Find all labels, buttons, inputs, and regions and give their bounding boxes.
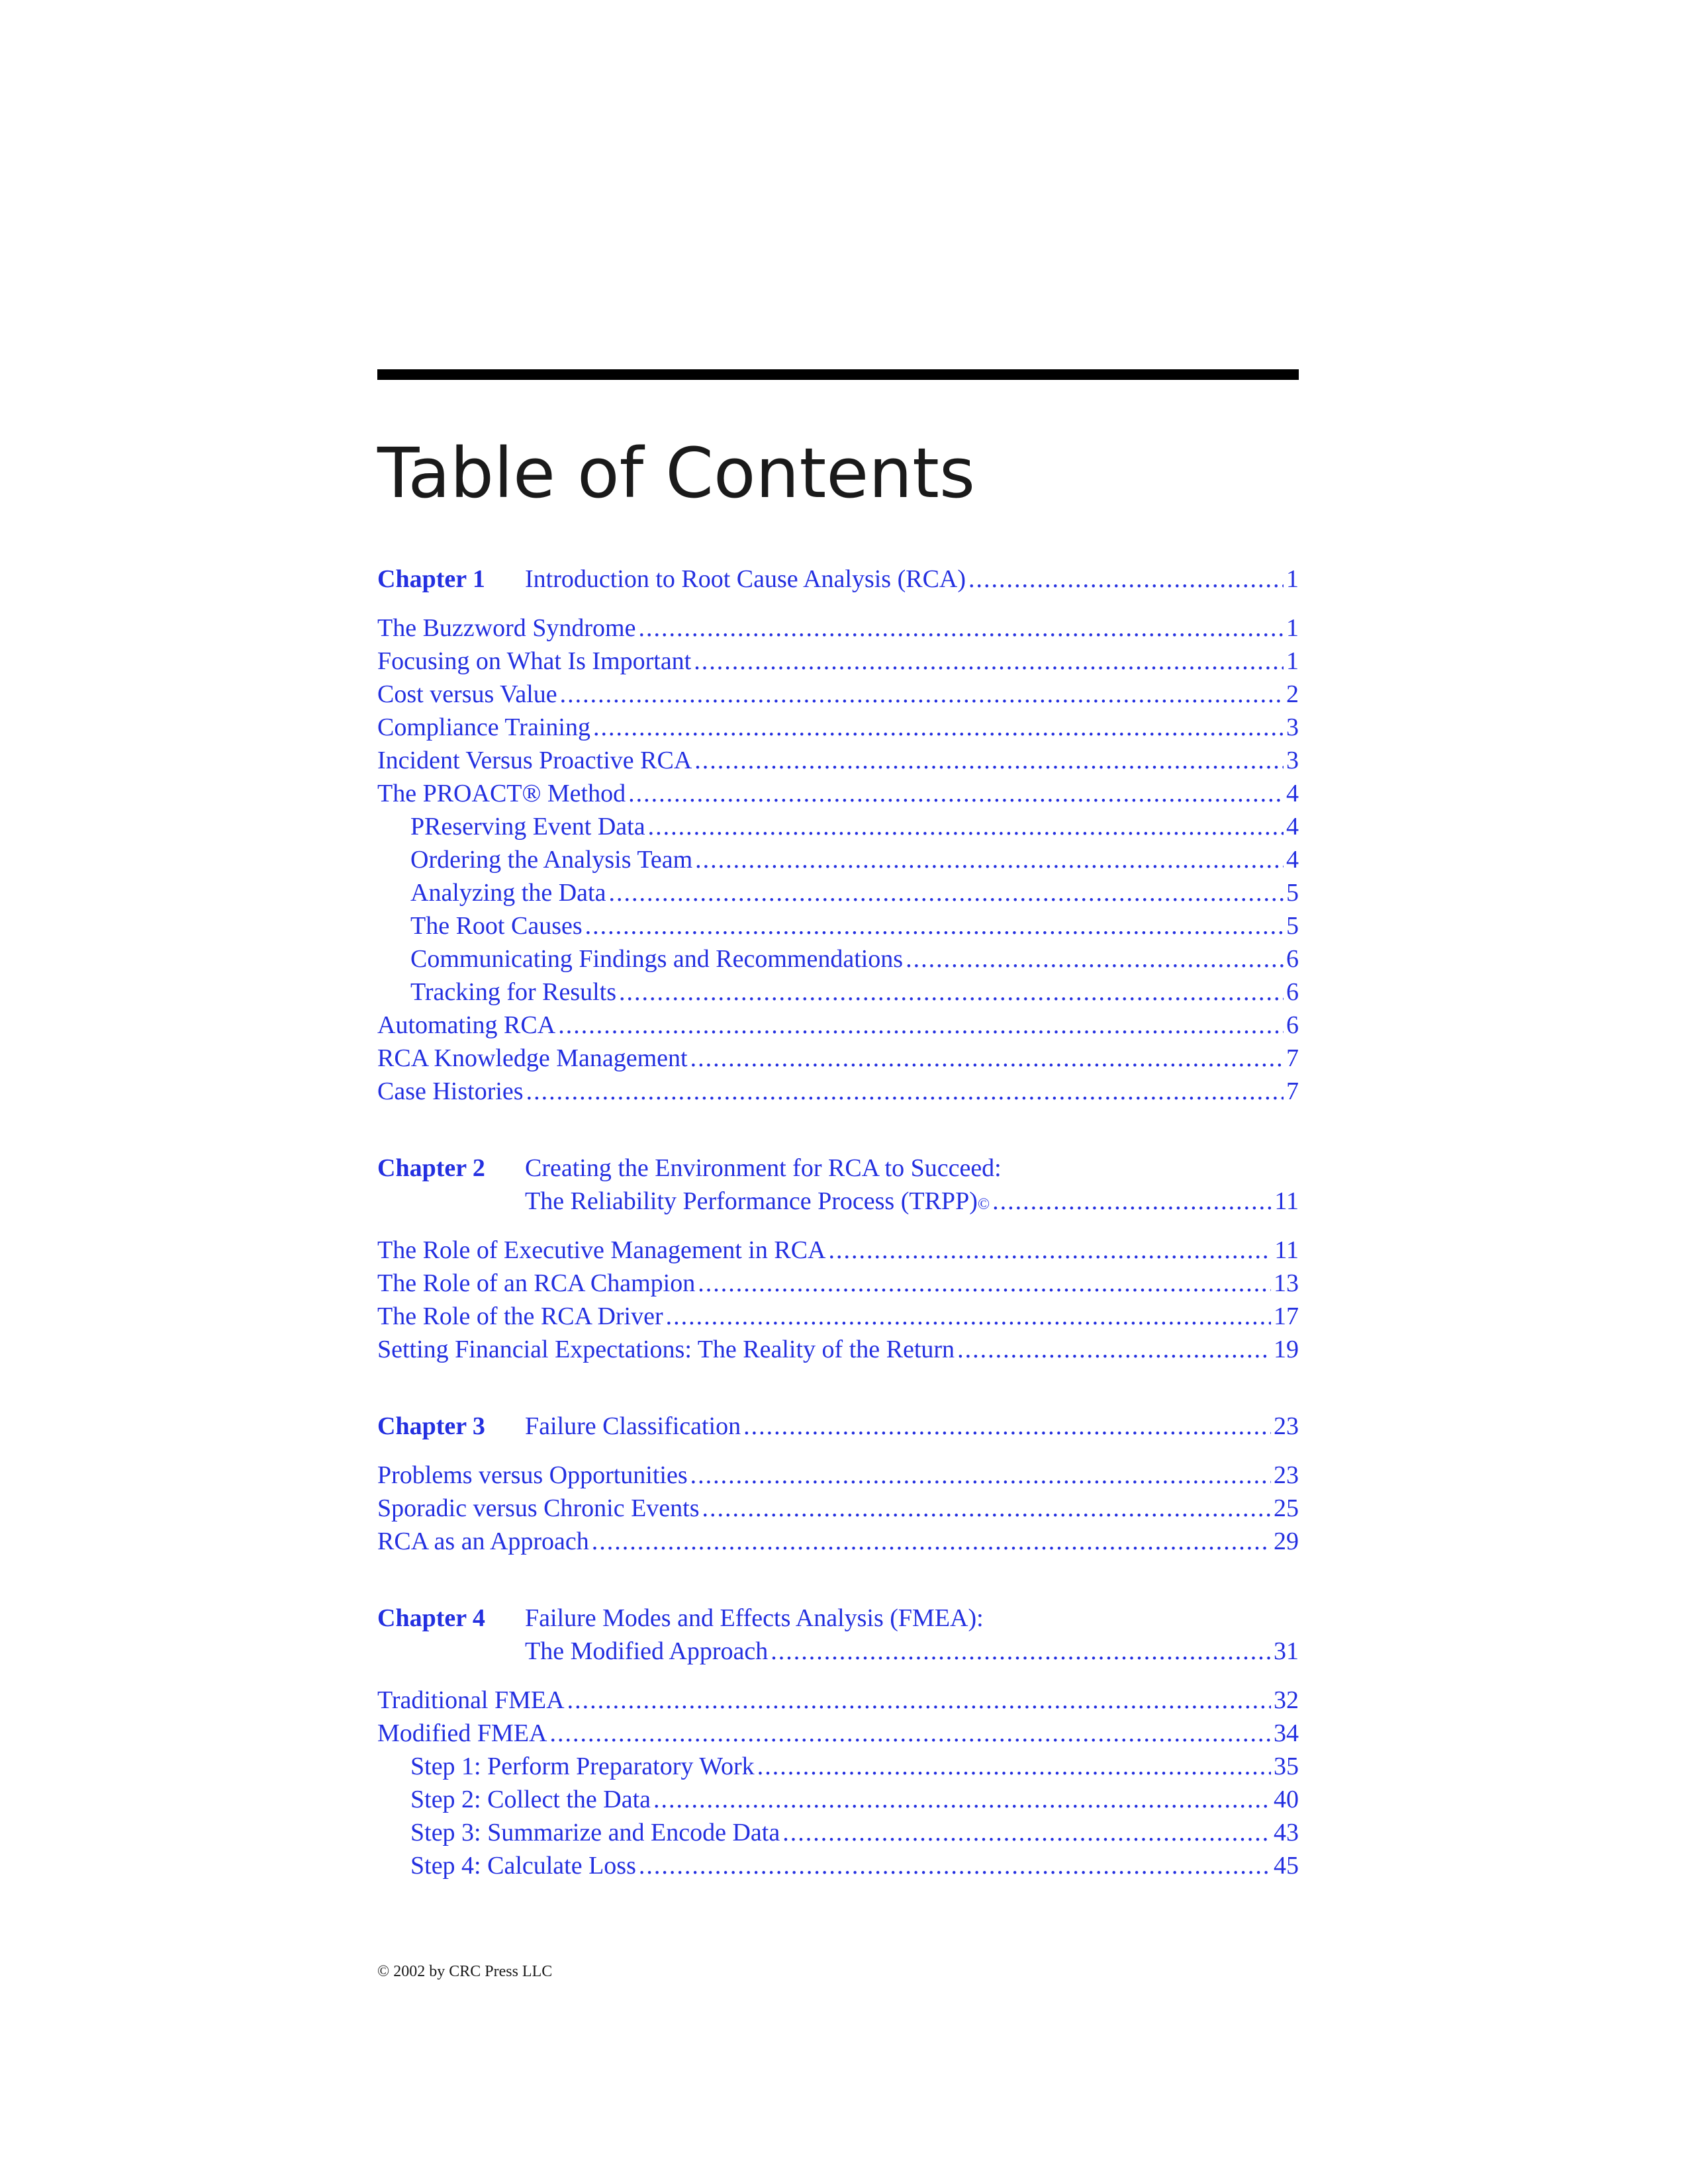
- copyright-footer: © 2002 by CRC Press LLC: [377, 1963, 553, 1980]
- chapter-title: Introduction to Root Cause Analysis (RCA): [525, 565, 966, 593]
- dot-leader: [639, 1849, 1271, 1882]
- chapter-heading[interactable]: The Reliability Performance Process (TRPP) © ..... 11: [377, 1185, 1299, 1218]
- entry-title: Communicating Findings and Recommendations: [410, 945, 904, 973]
- page-number: 32: [1274, 1686, 1299, 1714]
- page-number: 3: [1286, 747, 1299, 774]
- chapter-title: Failure Classification: [525, 1412, 741, 1440]
- toc-entry[interactable]: [377, 1333, 1299, 1366]
- page-number: 1: [1286, 614, 1299, 642]
- dot-leader: [771, 1635, 1271, 1668]
- page-number: 6: [1286, 978, 1299, 1006]
- entry-title: Problems versus Opportunities: [377, 1461, 688, 1489]
- chapter-block: [377, 563, 1299, 1108]
- dot-leader: [560, 678, 1284, 711]
- page-number: 31: [1274, 1637, 1299, 1665]
- entry-title: Step 2: Collect the Data: [410, 1786, 651, 1813]
- dot-leader: [608, 876, 1284, 909]
- page-number: 23: [1274, 1412, 1299, 1440]
- toc-entry[interactable]: [377, 1075, 1299, 1108]
- toc-entry[interactable]: [377, 843, 1299, 876]
- dot-leader: [743, 1410, 1271, 1443]
- entry-title: Focusing on What Is Important: [377, 647, 692, 675]
- toc-entry[interactable]: [377, 645, 1299, 678]
- entry-title: Analyzing the Data: [410, 879, 606, 907]
- page-number: 19: [1274, 1336, 1299, 1363]
- chapter-heading[interactable]: [377, 1152, 1299, 1185]
- entry-title: Sporadic versus Chronic Events: [377, 1494, 700, 1522]
- page-number: 2: [1286, 680, 1299, 708]
- dot-leader: [698, 1267, 1271, 1300]
- dot-leader: [690, 1042, 1284, 1075]
- page-number: 43: [1274, 1819, 1299, 1846]
- toc-entry[interactable]: [377, 909, 1299, 942]
- entry-title: The Buzzword Syndrome: [377, 614, 636, 642]
- page-number: 35: [1274, 1752, 1299, 1780]
- dot-leader: [695, 843, 1284, 876]
- entry-title: Traditional FMEA: [377, 1686, 565, 1714]
- dot-leader: [526, 1075, 1284, 1108]
- dot-leader: [628, 777, 1284, 810]
- toc-entry[interactable]: [377, 1849, 1299, 1882]
- page-number: 1: [1286, 647, 1299, 675]
- chapter-heading[interactable]: [377, 563, 1299, 596]
- entry-title: Step 4: Calculate Loss: [410, 1852, 636, 1880]
- entry-title: Modified FMEA: [377, 1719, 547, 1747]
- page-number: 5: [1286, 879, 1299, 907]
- chapter-block: [377, 1410, 1299, 1558]
- chapter-title: The Modified Approach: [525, 1637, 769, 1665]
- top-rule: [377, 369, 1299, 380]
- toc-entry[interactable]: [377, 1267, 1299, 1300]
- chapter-label: Chapter 4: [377, 1604, 485, 1632]
- toc-entry[interactable]: [377, 1042, 1299, 1075]
- toc-entry[interactable]: [377, 1009, 1299, 1042]
- dot-leader: [558, 1009, 1284, 1042]
- page-number: 4: [1286, 846, 1299, 874]
- toc-entry[interactable]: [377, 1525, 1299, 1558]
- entry-title: Tracking for Results: [410, 978, 617, 1006]
- chapter-heading[interactable]: [377, 1635, 1299, 1668]
- dot-leader: [992, 1185, 1272, 1218]
- chapter-title: Failure Modes and Effects Analysis (FMEA):: [525, 1604, 984, 1632]
- chapter-block: [377, 1152, 1299, 1366]
- dot-leader: [585, 909, 1284, 942]
- page-number: 4: [1286, 813, 1299, 841]
- entry-title: The Role of the RCA Driver: [377, 1302, 663, 1330]
- dot-leader: [592, 1525, 1271, 1558]
- page-number: 7: [1286, 1044, 1299, 1072]
- entry-title: RCA as an Approach: [377, 1527, 589, 1555]
- page-title: Table of Contents: [377, 433, 976, 514]
- entry-title: The Role of an RCA Champion: [377, 1269, 696, 1297]
- dot-leader: [968, 563, 1284, 596]
- toc-entry[interactable]: [377, 777, 1299, 810]
- toc-entry[interactable]: [377, 810, 1299, 843]
- dot-leader: [593, 711, 1284, 744]
- page-number: 1: [1286, 565, 1299, 593]
- entry-title: Setting Financial Expectations: The Reality of the Return: [377, 1336, 955, 1363]
- entry-title: Ordering the Analysis Team: [410, 846, 693, 874]
- entry-title: The PROACT® Method: [377, 780, 626, 807]
- entry-title: PReserving Event Data: [410, 813, 645, 841]
- entry-title: Step 1: Perform Preparatory Work: [410, 1752, 755, 1780]
- page-number: 5: [1286, 912, 1299, 940]
- toc-entry[interactable]: [377, 876, 1299, 909]
- toc-entry[interactable]: [377, 612, 1299, 645]
- page-number: 6: [1286, 1011, 1299, 1039]
- toc-entry[interactable]: [377, 711, 1299, 744]
- dot-leader: [648, 810, 1284, 843]
- entry-title: The Root Causes: [410, 912, 583, 940]
- chapter-block: [377, 1602, 1299, 1882]
- chapter-heading[interactable]: [377, 1410, 1299, 1443]
- page-number: 11: [1274, 1236, 1299, 1264]
- entry-title: Step 3: Summarize and Encode Data: [410, 1819, 780, 1846]
- toc-entry[interactable]: [377, 942, 1299, 976]
- entry-title: Compliance Training: [377, 713, 590, 741]
- chapter-label: Chapter 3: [377, 1412, 485, 1440]
- dot-leader: [702, 1492, 1271, 1525]
- page-number: 40: [1274, 1786, 1299, 1813]
- chapter-label: Chapter 1: [377, 565, 485, 593]
- dot-leader: [619, 976, 1284, 1009]
- entry-title: The Role of Executive Management in RCA: [377, 1236, 826, 1264]
- page-number: 13: [1274, 1269, 1299, 1297]
- dot-leader: [906, 942, 1284, 976]
- table-of-contents: [377, 563, 1299, 1882]
- page-number: 34: [1274, 1719, 1299, 1747]
- page-number: 7: [1286, 1077, 1299, 1105]
- dot-leader: [567, 1684, 1271, 1717]
- dot-leader: [690, 1459, 1271, 1492]
- dot-leader: [829, 1234, 1272, 1267]
- dot-leader: [638, 612, 1284, 645]
- toc-entry[interactable]: [377, 1300, 1299, 1333]
- page-number: 29: [1274, 1527, 1299, 1555]
- page-number: 23: [1274, 1461, 1299, 1489]
- toc-entry[interactable]: [377, 744, 1299, 777]
- dot-leader: [757, 1750, 1271, 1783]
- toc-entry[interactable]: [377, 678, 1299, 711]
- entry-title: Case Histories: [377, 1077, 524, 1105]
- dot-leader: [957, 1333, 1271, 1366]
- toc-entry[interactable]: [377, 1459, 1299, 1492]
- dot-leader: [653, 1783, 1271, 1816]
- page-number: 11: [1274, 1187, 1299, 1215]
- entry-title: Incident Versus Proactive RCA: [377, 747, 692, 774]
- toc-entry[interactable]: [377, 1816, 1299, 1849]
- toc-entry[interactable]: [377, 1783, 1299, 1816]
- toc-entry[interactable]: [377, 1717, 1299, 1750]
- page-number: 6: [1286, 945, 1299, 973]
- page-number: 4: [1286, 780, 1299, 807]
- toc-entry[interactable]: [377, 1684, 1299, 1717]
- toc-entry[interactable]: [377, 976, 1299, 1009]
- dot-leader: [694, 744, 1284, 777]
- entry-title: Cost versus Value: [377, 680, 557, 708]
- chapter-label: Chapter 2: [377, 1154, 485, 1182]
- dot-leader: [782, 1816, 1271, 1849]
- page-number: 25: [1274, 1494, 1299, 1522]
- page-number: 17: [1274, 1302, 1299, 1330]
- dot-leader: [666, 1300, 1271, 1333]
- dot-leader: [550, 1717, 1272, 1750]
- chapter-title: Creating the Environment for RCA to Succeed:: [525, 1154, 1002, 1182]
- toc-entry[interactable]: [377, 1234, 1299, 1267]
- entry-title: Automating RCA: [377, 1011, 556, 1039]
- chapter-title: The Reliability Performance Process (TRPP): [525, 1187, 978, 1215]
- entry-title: RCA Knowledge Management: [377, 1044, 688, 1072]
- dot-leader: [694, 645, 1284, 678]
- page-number: 3: [1286, 713, 1299, 741]
- chapter-heading[interactable]: [377, 1602, 1299, 1635]
- toc-entry[interactable]: [377, 1492, 1299, 1525]
- toc-entry[interactable]: [377, 1750, 1299, 1783]
- page-number: 45: [1274, 1852, 1299, 1880]
